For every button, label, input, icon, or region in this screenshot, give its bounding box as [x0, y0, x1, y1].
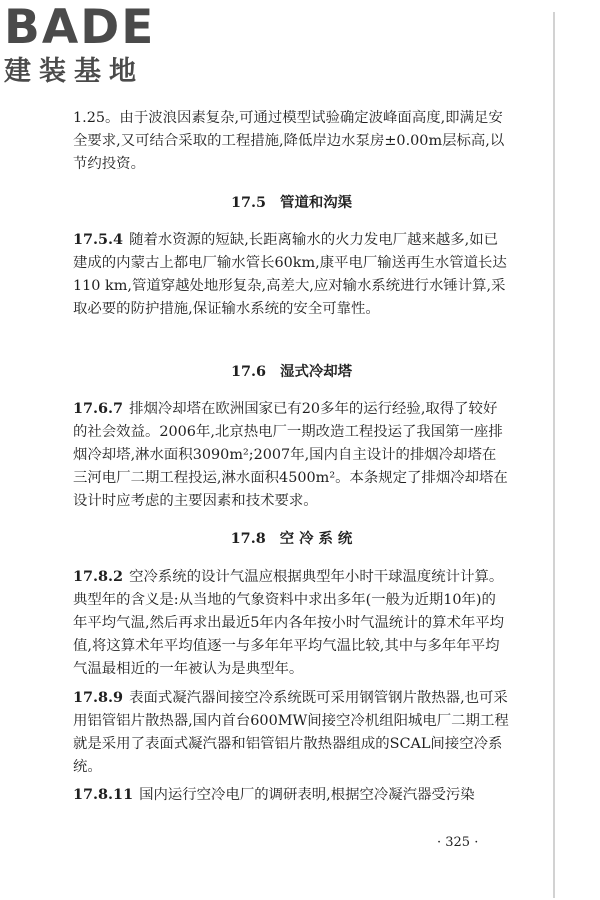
page-number: · 325 ·: [437, 835, 479, 850]
clause-text: 表面式凝汽器间接空冷系统既可采用钢管钢片散热器,也可采用铝管铝片散热器,国内首台600MW间接空冷机组阳城电厂二期工程就是采用了表面式凝汽器和铝管铝片散热器组成的SCAL间接空冷系统。: [73, 690, 509, 775]
section-number: 17.6: [230, 363, 267, 380]
clause-text: 空冷系统的设计气温应根据典型年小时干球温度统计计算。典型年的含义是:从当地的气象资料中求出多年(一般为近期10年)的年平均气温,然后再求出最近5年内各年按小时气温统计的算术年平均值,将这算术年平均值逐一与多年年平均气温比较,其中与多年年平均气温最相近的一年被认为是典型年。: [73, 569, 505, 677]
clause-text: 随着水资源的短缺,长距离输水的火力发电厂越来越多,如已建成的内蒙古上都电厂输水管长60km,康平电厂输送再生水管道长达110 km,管道穿越处地形复杂,高差大,应对输水系统进行水锤计算,采取必要的防护措施,保证输水系统的安全可靠性。: [73, 232, 507, 317]
clause-text: 国内运行空冷电厂的调研表明,根据空冷凝汽器受污染: [139, 787, 475, 803]
continuation-paragraph: 1.25。由于波浪因素复杂,可通过模型试验确定波峰面高度,即满足安全要求,又可结合采取的工程措施,降低岸边水泵房±0.00m层标高,以节约投资。: [73, 110, 505, 172]
clause-number: 17.8.9: [73, 689, 124, 706]
clause-number: 17.6.7: [73, 400, 124, 417]
logo-brand: BADE: [4, 0, 156, 55]
clause-17-8-11: [73, 783, 510, 807]
logo-subtitle: 建装基地: [4, 56, 144, 87]
section-title: 湿式冷却塔: [280, 363, 353, 380]
section-title: 空 冷 系 统: [279, 530, 353, 547]
section-heading-17-6: [73, 360, 510, 383]
section-number: 17.8: [230, 530, 266, 547]
clause-17-5-4: [73, 228, 510, 321]
section-heading-17-8: [73, 527, 510, 550]
page-edge-line: [553, 12, 555, 898]
section-heading-17-5: [73, 191, 510, 214]
section-number: 17.5: [230, 194, 267, 211]
clause-17-8-2: [73, 565, 510, 681]
clause-17-8-9: [73, 686, 510, 779]
clause-number: 17.5.4: [73, 231, 124, 248]
clause-number: 17.8.11: [73, 786, 134, 803]
clause-number: 17.8.2: [73, 568, 124, 585]
clause-text: 排烟冷却塔在欧洲国家已有20多年的运行经验,取得了较好的社会效益。2006年,北京热电厂一期改造工程投运了我国第一座排烟冷却塔,淋水面积3090m²;2007年,国内自主设计的排烟冷却塔在三河电厂二期工程投运,淋水面积4500m²。本条规定了排烟冷却塔在设计时应考虑的主要因素和技术要求。: [73, 401, 508, 509]
clause-17-6-7: [73, 397, 510, 513]
section-title: 管道和沟渠: [280, 194, 353, 211]
logo: [4, 2, 155, 88]
